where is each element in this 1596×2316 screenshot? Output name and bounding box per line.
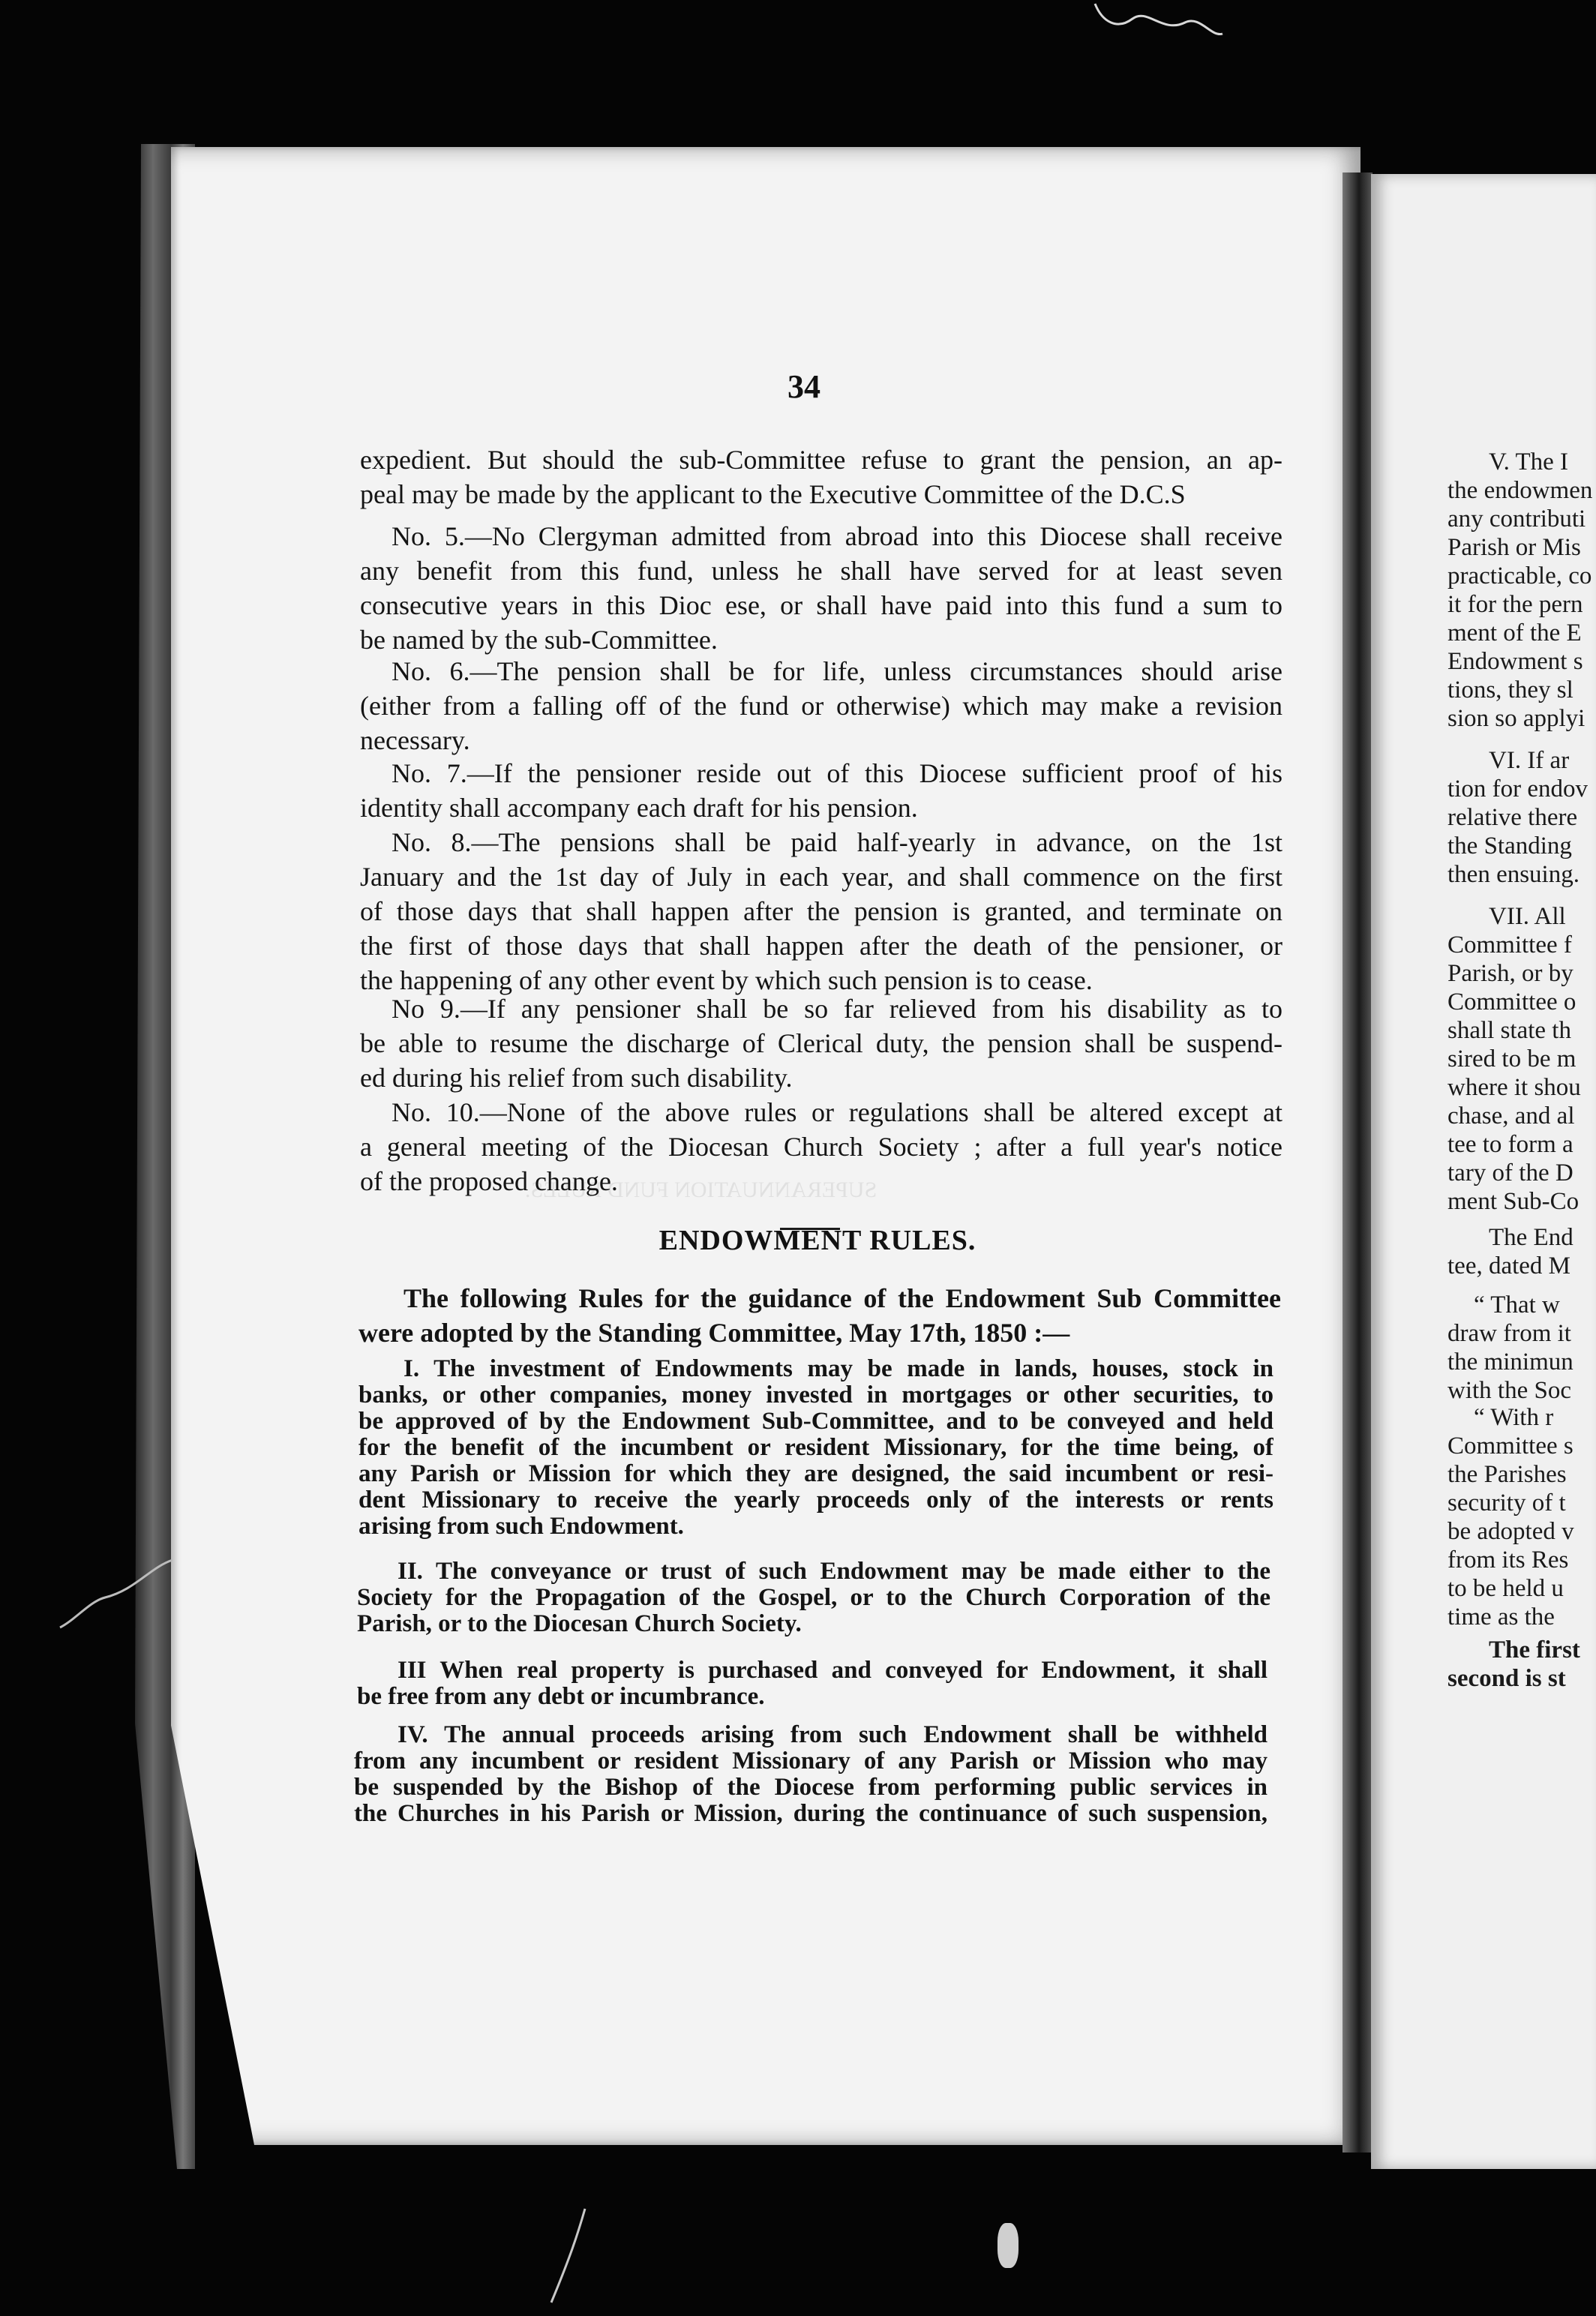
right-page-line: draw from it	[1448, 1320, 1571, 1347]
text-line: dent Missionary to receive the yearly proceeds only of the interests or rents	[358, 1487, 1274, 1514]
text-line: ed during his relief from such disability.	[360, 1063, 793, 1093]
right-page-line: chase, and al	[1448, 1102, 1575, 1130]
right-page-line: The first	[1489, 1636, 1580, 1664]
right-page-line: to be held u	[1448, 1575, 1564, 1602]
right-page-line: tion for endov	[1448, 776, 1588, 802]
right-page-line: Parish or Mis	[1448, 534, 1581, 561]
text-line: No. 6.—The pension shall be for life, unless circumstances should arise	[392, 656, 1282, 686]
right-page-line: practicable, co	[1448, 562, 1592, 590]
page-number: 34	[788, 368, 820, 405]
rule-2	[357, 1558, 1270, 1637]
text-line: of the proposed change.	[360, 1166, 618, 1196]
text-line: be approved of by the Endowment Sub-Committee, and to be conveyed and held	[358, 1408, 1274, 1435]
right-page-line: from its Res	[1448, 1546, 1569, 1574]
text-line: No. 7.—If the pensioner reside out of this Diocese sufficient proof of his	[392, 758, 1282, 788]
scan-scratch-left	[45, 1545, 180, 1695]
text-line: identity shall accompany each draft for his pension.	[360, 793, 918, 823]
right-page-line: then ensuing.	[1448, 861, 1580, 888]
text-line: expedient. But should the sub-Committee refuse to grant the pension, an ap-	[360, 445, 1282, 475]
right-page-line: Committee o	[1448, 988, 1576, 1016]
right-page-line: V. The I	[1489, 448, 1569, 476]
text-line: No. 8.—The pensions shall be paid half-yearly in advance, on the 1st	[392, 827, 1282, 857]
text-line: be suspended by the Bishop of the Diocese from performing public services in	[354, 1774, 1268, 1801]
text-line: be named by the sub-Committee.	[360, 625, 718, 655]
text-line: II. The conveyance or trust of such Endowment may be made either to the	[398, 1558, 1270, 1585]
right-page-line: sion so applyi	[1448, 705, 1586, 732]
right-page-line: be adopted v	[1448, 1518, 1574, 1545]
text-line: III When real property is purchased and conveyed for Endowment, it shall	[398, 1658, 1268, 1684]
text-line: the Churches in his Parish or Mission, during the continuance of such suspension,	[354, 1801, 1268, 1827]
right-page-line: tee to form a	[1448, 1131, 1574, 1158]
right-page-line: Committee f	[1448, 932, 1572, 958]
right-page-line: the Parishes	[1448, 1461, 1567, 1488]
text-line: from any incumbent or resident Missionary of any Parish or Mission who may	[354, 1748, 1268, 1774]
right-page-line: it for the pern	[1448, 591, 1583, 618]
scan-scratch-top	[1080, 0, 1230, 60]
text-line: IV. The annual proceeds arising from such Endowment shall be withheld	[398, 1722, 1268, 1748]
book-gutter	[1342, 172, 1372, 2152]
right-page-line: VI. If ar	[1489, 747, 1570, 774]
paragraph-no9	[360, 992, 1282, 1095]
text-line: of those days that shall happen after the pension is granted, and terminate on	[360, 896, 1282, 926]
text-line: any benefit from this fund, unless he shall have served for at least seven	[360, 556, 1282, 586]
rule-3	[357, 1658, 1268, 1710]
text-line: a general meeting of the Diocesan Church Society ; after a full year's notice	[360, 1132, 1282, 1162]
endowment-heading: ENDOWMENT RULES.	[658, 1225, 976, 1256]
scan-scratch-bottom	[540, 2205, 600, 2310]
right-page-line: tions, they sl	[1448, 676, 1574, 704]
text-line: banks, or other companies, money invested in mortgages or other securities, to	[358, 1382, 1274, 1408]
right-page-line: the Standing	[1448, 832, 1572, 860]
text-line: the happening of any other event by which such pension is to cease.	[360, 965, 1093, 995]
text-line: peal may be made by the applicant to the Executive Committee of the D.C.S	[360, 479, 1186, 509]
text-line: consecutive years in this Dioc ese, or shall have paid into this fund a sum to	[360, 590, 1282, 620]
text-line: The following Rules for the guidance of the Endowment Sub Committee	[404, 1283, 1281, 1313]
right-page-line: Parish, or by	[1448, 960, 1574, 987]
right-page-line: second is st	[1448, 1665, 1566, 1692]
paragraph-expedient	[360, 442, 1282, 512]
right-page-line: tary of the D	[1448, 1160, 1574, 1186]
paragraph-no8	[360, 825, 1282, 998]
text-line: be able to resume the discharge of Clerical duty, the pension shall be suspend-	[360, 1028, 1282, 1058]
right-page-line: ment Sub-Co	[1448, 1188, 1580, 1215]
right-page-line: where it shou	[1448, 1074, 1581, 1101]
rule-1	[358, 1356, 1274, 1540]
text-line: Society for the Propagation of the Gospel, or to the Church Corporation of the	[357, 1585, 1270, 1611]
right-page-line: the endowmen	[1448, 477, 1593, 504]
right-page-line: “ With r	[1474, 1404, 1554, 1431]
right-page-line: Committee s	[1448, 1432, 1574, 1460]
right-page-line: Endowment s	[1448, 648, 1583, 675]
text-line: (either from a falling off of the fund or otherwise) which may make a revision	[360, 691, 1282, 721]
text-line: the first of those days that shall happen after the death of the pensioner, or	[360, 931, 1282, 961]
text-line: Parish, or to the Diocesan Church Society.	[357, 1611, 802, 1637]
right-page-line: VII. All	[1489, 903, 1566, 930]
text-line: were adopted by the Standing Committee, May 17th, 1850 :—	[358, 1318, 1070, 1348]
text-line: No. 5.—No Clergyman admitted from abroad into this Diocese shall receive	[392, 521, 1282, 551]
text-line: arising from such Endowment.	[358, 1514, 684, 1540]
text-line: No 9.—If any pensioner shall be so far relieved from his disability as to	[392, 994, 1282, 1024]
text-line: be free from any debt or incumbrance.	[357, 1684, 765, 1710]
text-line: any Parish or Mission for which they are designed, the said incumbent or resi-	[358, 1461, 1274, 1487]
right-page-line: the minimun	[1448, 1348, 1574, 1376]
text-line: for the benefit of the incumbent or resident Missionary, for the time being, of	[358, 1435, 1274, 1461]
paragraph-no7	[360, 756, 1282, 825]
right-page-line: tee, dated M	[1448, 1252, 1571, 1280]
right-page-line: security of t	[1448, 1490, 1566, 1516]
right-page-line: with the Soc	[1448, 1377, 1571, 1404]
bleed-through-text: SUPERANNUATION FUND RULES.	[525, 1178, 878, 1202]
paragraph-no6	[360, 654, 1282, 758]
right-page-line: relative there	[1448, 804, 1578, 831]
right-page-line: ment of the E	[1448, 620, 1582, 646]
text-line: January and the 1st day of July in each year, and shall commence on the first	[360, 862, 1282, 892]
paragraph-no10	[360, 1095, 1282, 1198]
right-page-line: sired to be m	[1448, 1046, 1576, 1072]
right-page-line: time as the	[1448, 1604, 1555, 1630]
text-line: No. 10.—None of the above rules or regulations shall be altered except at	[392, 1097, 1282, 1127]
paragraph-no5	[360, 519, 1282, 657]
rule-4	[354, 1722, 1268, 1827]
text-line: necessary.	[360, 725, 470, 755]
right-page-line: any contributi	[1448, 506, 1586, 532]
right-page-line: “ That w	[1474, 1292, 1560, 1318]
scan-blot-bottom	[998, 2223, 1018, 2268]
right-page-line: shall state th	[1448, 1017, 1571, 1044]
right-page-line: The End	[1489, 1224, 1574, 1251]
endowment-intro	[358, 1281, 1281, 1350]
text-line: I. The investment of Endowments may be made in lands, houses, stock in	[404, 1356, 1274, 1382]
